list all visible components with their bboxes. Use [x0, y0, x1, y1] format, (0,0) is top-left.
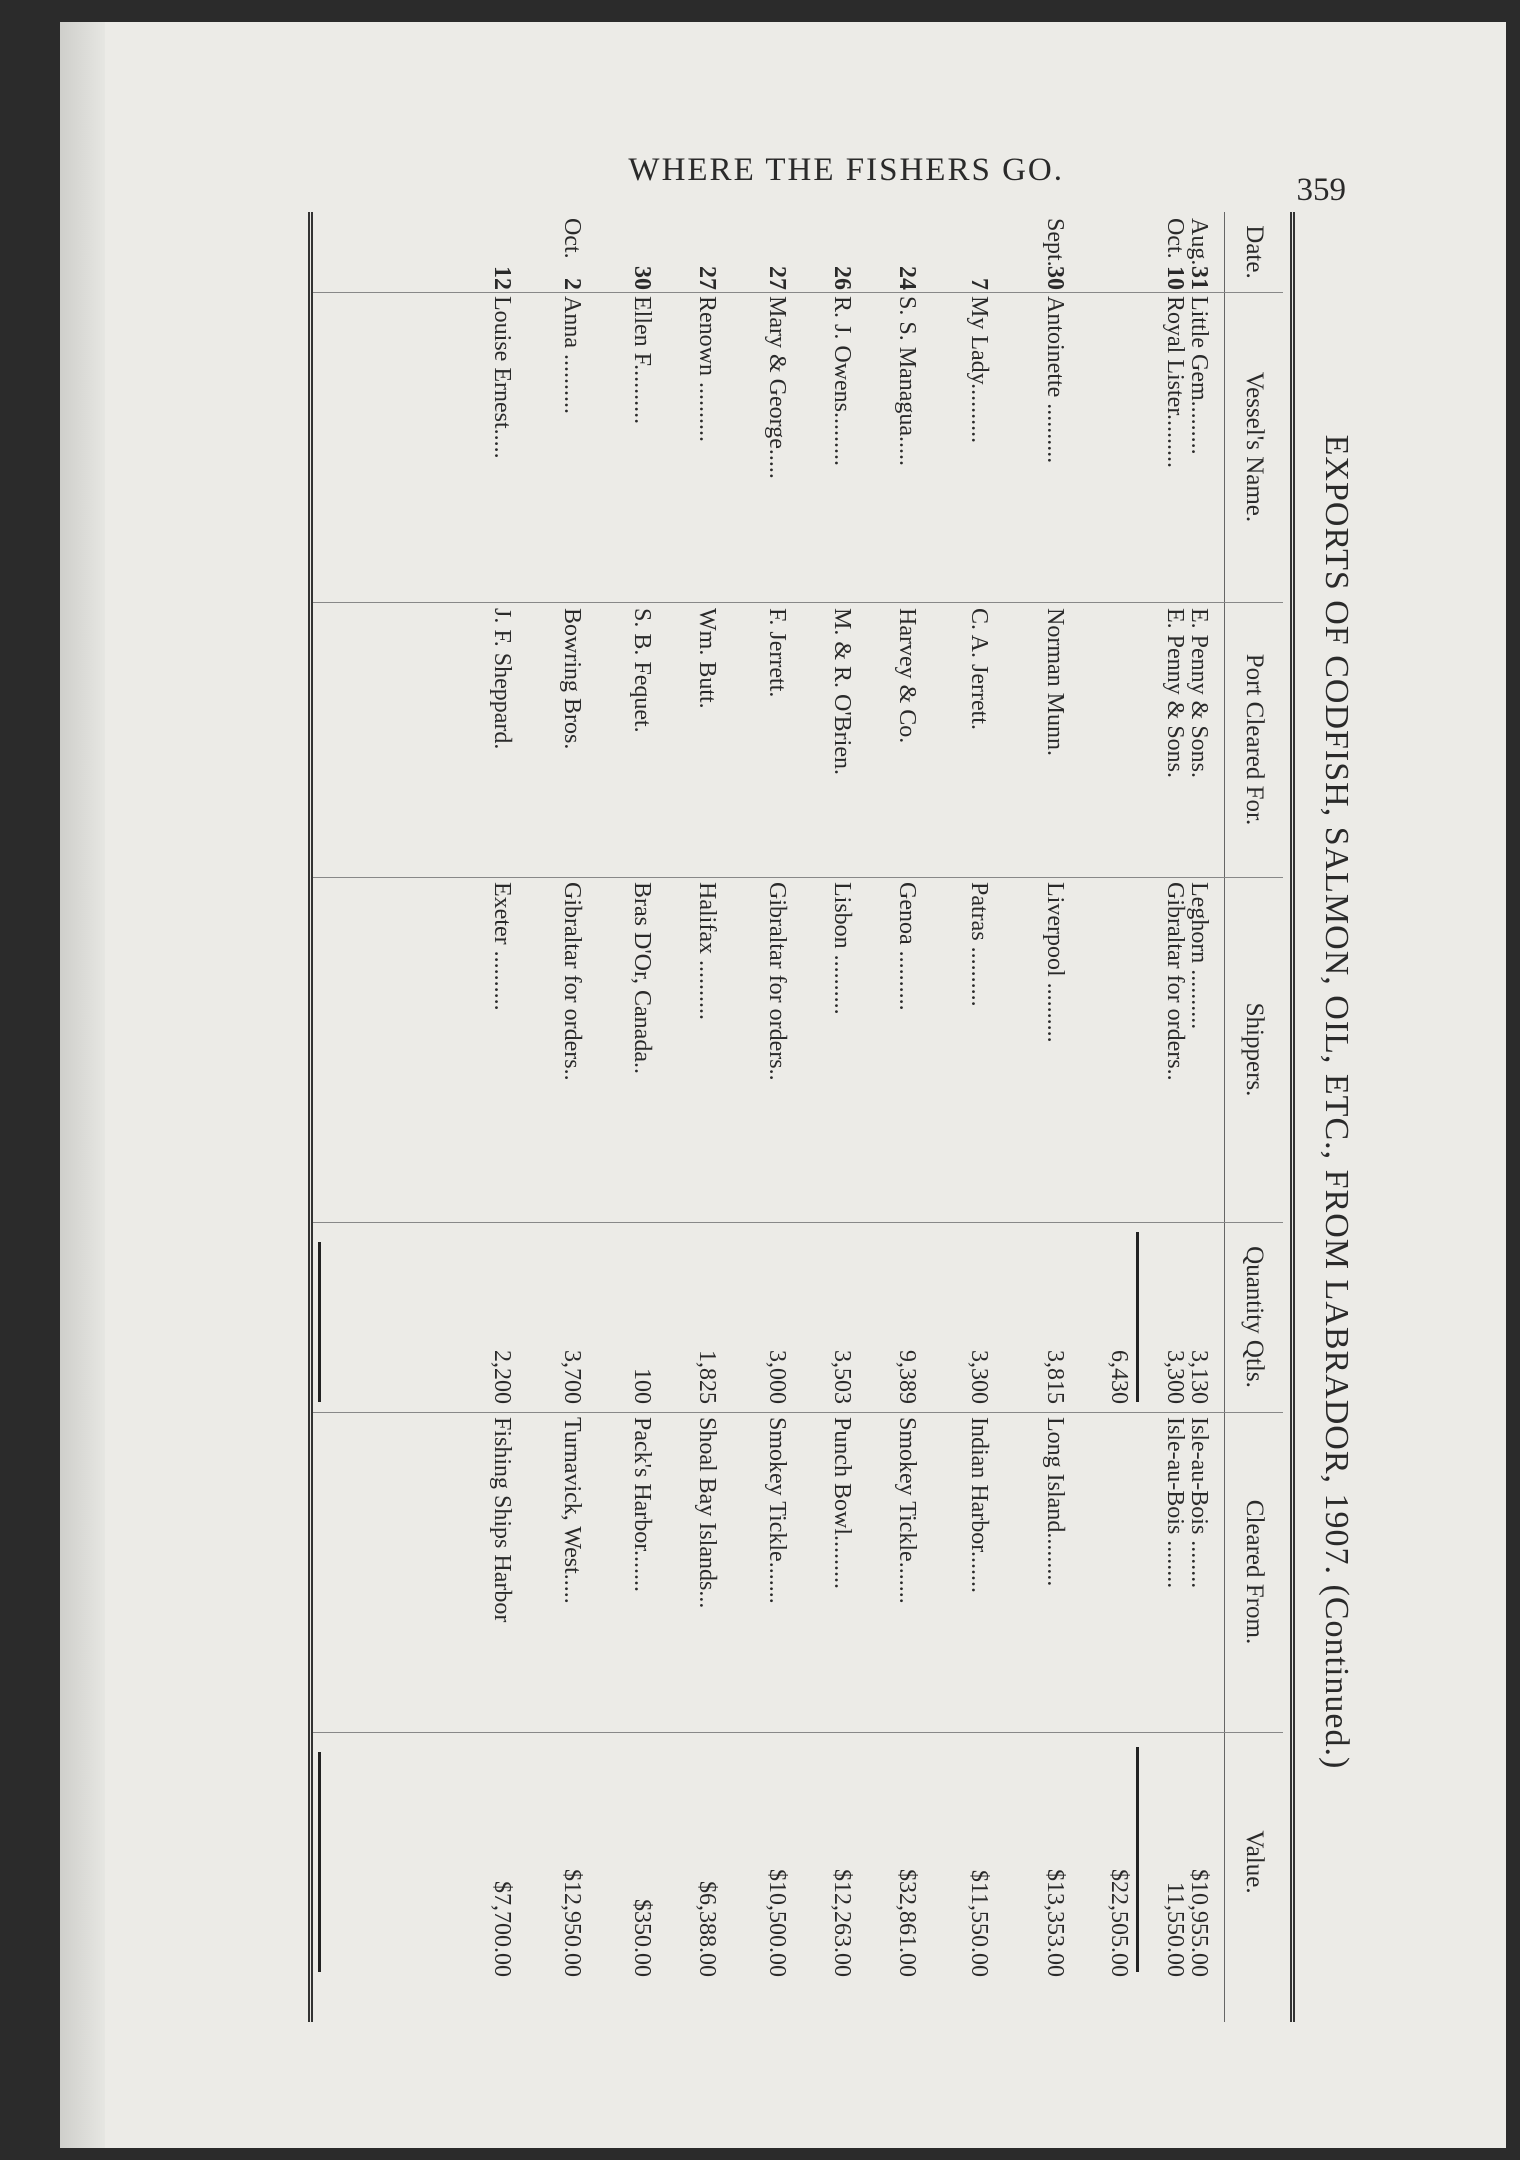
cell-shipper: M. & R. O'Brien. — [829, 608, 855, 775]
cell-value: $10,500.00 — [764, 1869, 790, 1977]
cell-value: $13,353.00 — [1042, 1869, 1068, 1977]
total-rule — [1136, 1747, 1139, 1972]
column-divider — [313, 602, 1283, 603]
header-port: Port Cleared For. — [1241, 653, 1268, 826]
cell-vessel: My Lady.......... — [966, 296, 992, 444]
table-top-rule — [1290, 212, 1295, 2022]
cell-day: 12 — [489, 266, 515, 290]
cell-qty: 3,300 — [1162, 1350, 1188, 1404]
cell-value: 11,550.00 — [1162, 1881, 1188, 1977]
cell-vessel: Anna .......... — [559, 296, 585, 414]
cell-qty: 9,389 — [894, 1350, 920, 1404]
cell-value: $22,505.00 — [1106, 1869, 1132, 1977]
header-date: Date. — [1241, 225, 1268, 279]
cell-qty: 3,815 — [1042, 1350, 1068, 1404]
cell-vessel: S. S. Managua..... — [894, 296, 920, 466]
column-divider — [313, 292, 1283, 293]
cell-shipper: Bowring Bros. — [559, 608, 585, 750]
total-rule — [318, 1752, 321, 1972]
cell-shipper: E. Penny & Sons. — [1186, 608, 1212, 779]
cell-qty: 3,503 — [829, 1350, 855, 1404]
cell-cleared-from: Pack's Harbor....... — [629, 1417, 655, 1592]
cell-cleared-from: Indian Harbor....... — [966, 1417, 992, 1593]
cell-shipper: J. F. Sheppard. — [489, 608, 515, 750]
cell-day: 10 — [1162, 266, 1188, 290]
cell-day: 24 — [894, 266, 920, 290]
cell-value: $10,955.00 — [1186, 1869, 1212, 1977]
cell-shipper: E. Penny & Sons. — [1162, 608, 1188, 779]
cell-value: $12,263.00 — [829, 1869, 855, 1977]
cell-shipper: Norman Munn. — [1042, 608, 1068, 756]
cell-month: Aug. — [1186, 218, 1212, 266]
book-page — [60, 22, 1506, 2148]
cell-port: Gibraltar for orders.. — [764, 882, 790, 1081]
cell-value: $12,950.00 — [559, 1869, 585, 1977]
column-divider — [313, 1412, 1283, 1413]
cell-port: Lisbon .......... — [829, 882, 855, 1015]
cell-vessel: Mary & George..... — [764, 296, 790, 479]
table-bottom-rule — [308, 212, 313, 2022]
cell-day: 7 — [966, 278, 992, 290]
column-divider — [313, 1732, 1283, 1733]
cell-vessel: Ellen F.......... — [629, 296, 655, 425]
cell-qty: 3,300 — [966, 1350, 992, 1404]
cell-port: Patras .......... — [966, 882, 992, 1007]
header-cleared-from: Cleared From. — [1241, 1499, 1268, 1645]
cell-cleared-from: Smokey Tickle....... — [764, 1417, 790, 1604]
cell-cleared-from: Turnavick, West..... — [559, 1417, 585, 1604]
cell-cleared-from: Long Island......... — [1042, 1417, 1068, 1587]
page-number: 359 — [1296, 172, 1346, 208]
cell-port: Genoa .......... — [894, 882, 920, 1011]
running-head: WHERE THE FISHERS GO. — [628, 152, 1064, 188]
cell-value: $6,388.00 — [694, 1881, 720, 1977]
cell-qty: 100 — [629, 1368, 655, 1404]
cell-shipper: Wm. Butt. — [694, 608, 720, 709]
cell-day: 27 — [694, 266, 720, 290]
cell-port: Bras D'Or, Canada.. — [629, 882, 655, 1074]
cell-vessel: R. J. Owens......... — [829, 296, 855, 467]
cell-port: Leghorn .......... — [1186, 882, 1212, 1030]
cell-cleared-from: Isle-au-Bois ........ — [1186, 1417, 1212, 1589]
cell-shipper: F. Jerrett. — [764, 608, 790, 698]
cell-qty: 2,200 — [489, 1350, 515, 1404]
column-divider — [313, 877, 1283, 878]
cell-port: Gibraltar for orders.. — [1162, 882, 1188, 1081]
cell-value: $350.00 — [629, 1899, 655, 1977]
cell-shipper — [1101, 608, 1137, 872]
table-title: EXPORTS OF CODFISH, SALMON, OIL, ETC., FROM LABRADOR, 1907. (Continued.) — [1318, 434, 1355, 1770]
cell-month: Oct. — [559, 218, 585, 259]
cell-day: 30 — [1042, 266, 1068, 290]
cell-shipper: S. B. Fequet. — [629, 608, 655, 733]
total-rule — [1136, 1232, 1139, 1402]
header-shippers: Shippers. — [1241, 1002, 1268, 1097]
cell-qty: 3,700 — [559, 1350, 585, 1404]
cell-qty: 6,430 — [1106, 1350, 1132, 1404]
cell-value: $32,861.00 — [894, 1869, 920, 1977]
cell-vessel: Louise Ernest..... — [489, 296, 515, 459]
cell-port: Exeter .......... — [489, 882, 515, 1011]
cell-day — [1101, 212, 1137, 290]
header-vessel: Vessel's Name. — [1241, 371, 1268, 523]
cell-qty: 3,130 — [1186, 1350, 1212, 1404]
cell-vessel: Little Gem......... — [1186, 296, 1212, 455]
cell-shipper: Harvey & Co. — [894, 608, 920, 744]
cell-cleared-from — [1101, 1417, 1137, 1727]
cell-value: $11,550.00 — [966, 1869, 992, 1977]
cell-cleared-from: Isle-au-Bois ........ — [1162, 1417, 1188, 1589]
cell-vessel: Royal Lister......... — [1162, 296, 1188, 468]
header-quantity: Quantity Qtls. — [1241, 1246, 1268, 1388]
cell-qty: 3,000 — [764, 1350, 790, 1404]
cell-month: Oct. — [1162, 218, 1188, 259]
cell-day: 2 — [559, 278, 585, 290]
cell-port: Liverpool .......... — [1042, 882, 1068, 1043]
cell-shipper: C. A. Jerrett. — [966, 608, 992, 730]
cell-qty: 1,825 — [694, 1350, 720, 1404]
cell-day: 26 — [829, 266, 855, 290]
column-divider — [313, 1222, 1283, 1223]
total-rule — [318, 1242, 321, 1402]
cell-port: Gibraltar for orders.. — [559, 882, 585, 1081]
cell-day: 31 — [1186, 266, 1212, 290]
cell-vessel: Renown .......... — [694, 296, 720, 442]
exports-table — [285, 212, 1365, 2022]
cell-cleared-from: Smokey Tickle....... — [894, 1417, 920, 1604]
cell-vessel — [1101, 296, 1137, 596]
cell-month: Sept. — [1042, 218, 1068, 267]
cell-port — [1101, 882, 1137, 1217]
cell-cleared-from: Punch Bowl......... — [829, 1417, 855, 1590]
cell-value: $7,700.00 — [489, 1881, 515, 1977]
cell-cleared-from: Fishing Ships Harbor — [489, 1417, 515, 1623]
header-value: Value. — [1241, 1830, 1268, 1894]
cell-day: 30 — [629, 266, 655, 290]
cell-port: Halifax .......... — [694, 882, 720, 1020]
cell-day: 27 — [764, 266, 790, 290]
cell-cleared-from: Shoal Bay Islands... — [694, 1417, 720, 1609]
cell-vessel: Antoinette .......... — [1042, 296, 1068, 464]
